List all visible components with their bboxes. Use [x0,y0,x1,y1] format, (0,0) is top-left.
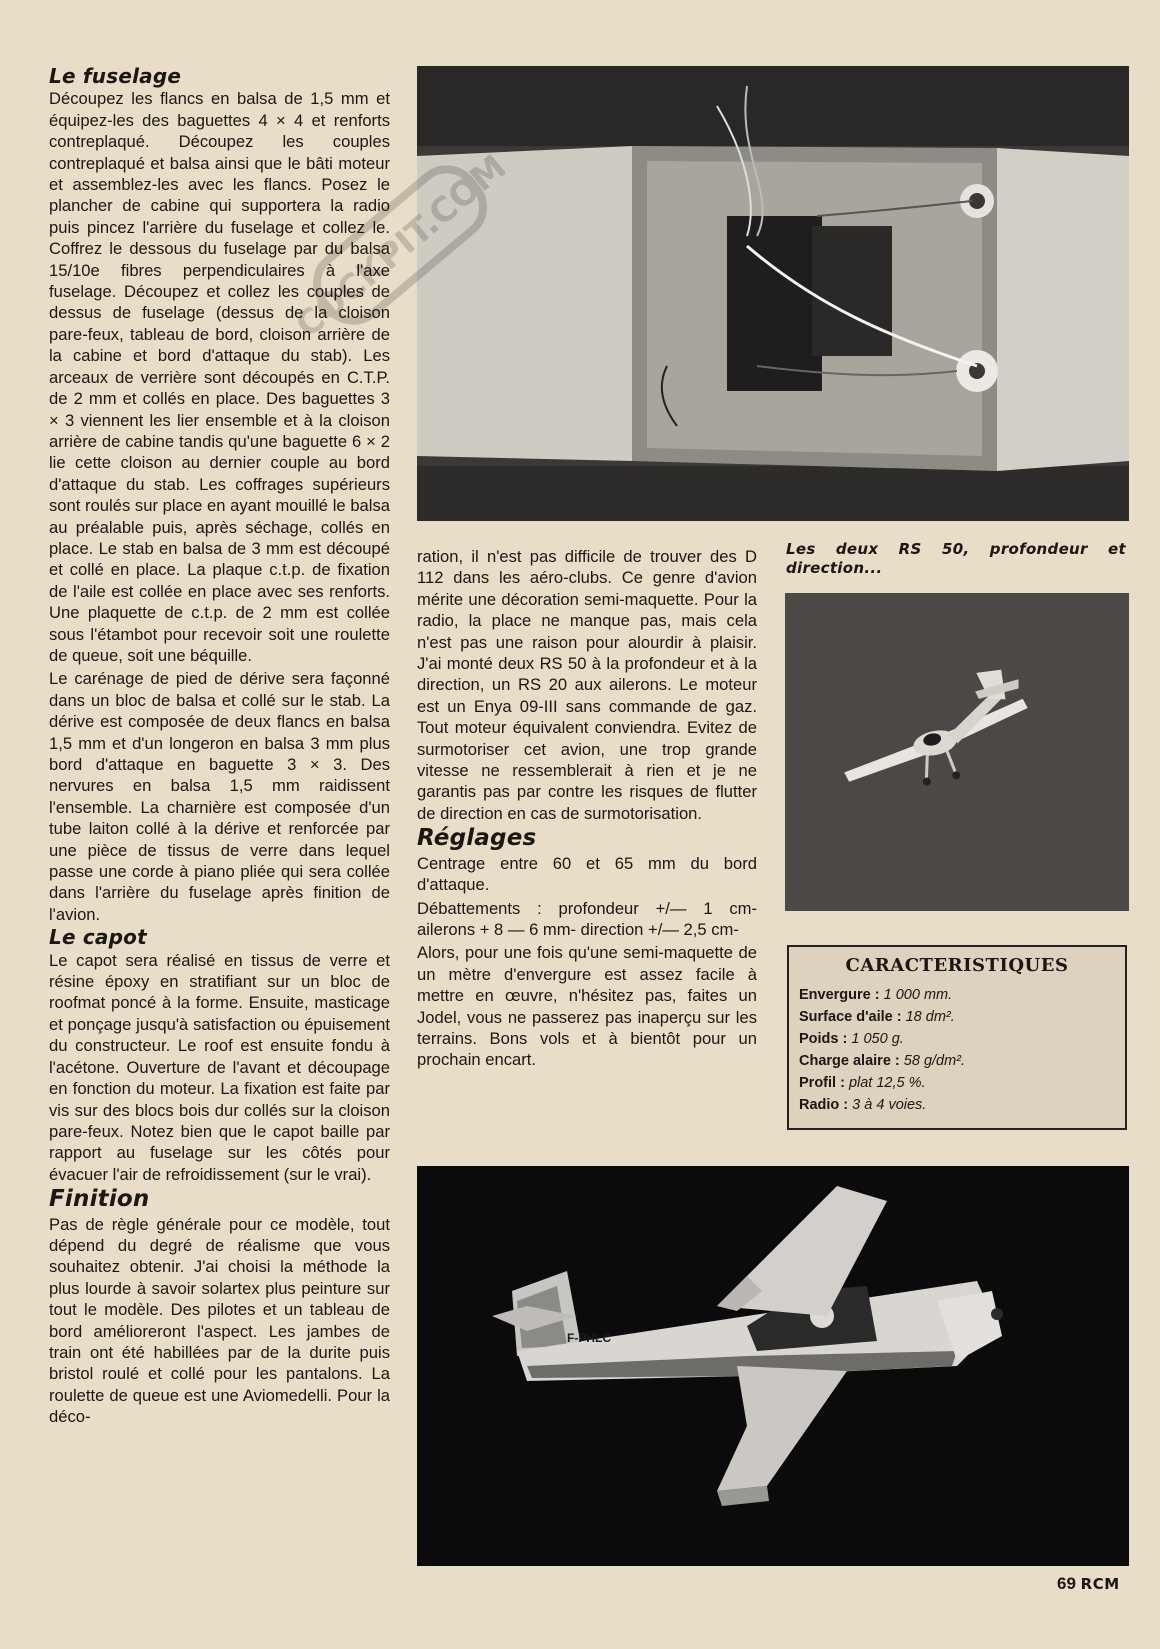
middle-column [417,546,757,1073]
fuselage-paragraph: Découpez les flancs en balsa de 1,5 mm et équipez-les des baguettes 4 × 4 et renforts contreplaqué. Découpez les couples contreplaqué et balsa ainsi que le bâti moteur et assemblez-les avec les flancs. Posez le plancher de cabine qui supportera la radio puis pincez l'arrière du fuselage et collez le. Coffrez le dessous du fuselage par du balsa 15/10e fibres perpendiculaires à l'axe fuselage. Découpez et collez les couples de dessus de fuselage (dessus de la cloison pare-feux, tableau de bord, cloison arrière de la cabine et bord d'attaque du stab). Les arceaux de verrière sont découpés en C.T.P. de 2 mm et collés en place. Des baguettes 3 × 3 viennent les lier ensemble et à la cloison arrière de cabine tandis qu'une baguette 6 × 2 lie cette cloison au dernier couple au bord d'attaque du stab. Les coffrages supérieurs sont roulés sur place en ayant mouillé le balsa au préalable puis, après séchage, collés en place. Le stab en balsa de 3 mm est découpé et collé en place. La plaque c.t.p. de fixation de l'aile est collée en place avec ses renforts. Une plaquette de c.t.p. de 2 mm est collée sous l'étambot pour recevoir soit une roulette de queue, soit une béquille. [49,89,390,665]
derive-paragraph: Le carénage de pied de dérive sera façonné dans un bloc de balsa et collé sur le stab. La dérive est composée de deux flancs en balsa 1,5 mm et d'un longeron en balsa 3 mm plus bord d'attaque en baguette 3 × 3. Des nervures en balsa 1,5 mm raidissent l'ensemble. La charnière est composée d'un tube laiton collé à la dérive et renforcée par une pièce de tissus de verre dans lequel passe une corde à piano pliée qui sera collée dans l'arrière du fuselage après finition de l'avion. [49,669,390,924]
finished-model-photo [417,1166,1129,1566]
capot-heading: Le capot [49,925,147,950]
spec-value: 58 g/dm². [903,1053,966,1069]
spec-value: 18 dm². [905,1009,955,1025]
registration-text: F-PHLC [567,1331,611,1345]
spec-label: Profil : [799,1075,845,1091]
spec-label: Surface d'aile : [799,1009,902,1025]
spec-label: Envergure : [799,987,880,1003]
specifications-title: CARACTERISTIQUES [845,955,1069,976]
spec-value: 1 050 g. [851,1031,904,1047]
spec-label: Radio : [799,1097,849,1113]
spec-row [799,984,1115,1006]
spec-value: 1 000 mm. [883,987,953,1003]
specifications-box [787,945,1127,1130]
spec-value: 3 à 4 voies. [852,1097,927,1113]
finition-paragraph: Pas de règle générale pour ce modèle, tout dépend du degré de réalisme que vous souhaitez obtenir. J'ai choisi la méthode la plus lourde à savoir solartex plus peinture sur tout le modèle. Des pilotes et un tableau de bord amélioreront l'aspect. Les jambes de train ont été habillées par de la durite puis bristol roulé et collé pour les pantalons. La roulette de queue est une Aviomedelli. Pour la déco- [49,1214,390,1427]
spec-label: Poids : [799,1031,848,1047]
spec-row [799,1050,1115,1072]
spec-row [799,1006,1115,1028]
decoration-paragraph: ration, il n'est pas difficile de trouver des D 112 dans les aéro-clubs. Ce genre d'avion mérite une décoration semi-maquette. Pour la radio, la place ne manque pas, mais cela n'est pas une raison pour alourdir à plaisir. J'ai monté deux RS 50 à la profondeur et à la direction, un RS 20 aux ailerons. Le moteur est un Enya 09-III sans commande de gaz. Tout moteur équivalent conviendra. Evitez de surmotoriser cet avion, une trop grande vitesse ne ressemblerait à rien et je ne garantis pas par contre les risques de flutter de direction en cas de surmotorisation. [417,547,757,823]
spec-label: Charge alaire : [799,1053,900,1069]
watermark-text: COCKPIT.COM [295,147,505,346]
reglages-heading: Réglages [417,825,537,852]
plane-in-flight-photo [785,593,1129,911]
closing-paragraph: Alors, pour une fois qu'une semi-maquette de un mètre d'envergure est assez facile à mettre en œuvre, n'hésitez pas, faites un Jodel, vous ne passerez pas inaperçu sur les terrains. Bons vols et à bientôt pour un prochain encart. [417,943,757,1070]
page-footer [1057,1574,1120,1594]
debattements-paragraph: Débattements : profondeur +/— 1 cm- ailerons + 8 — 6 mm- direction +/— 2,5 cm- [417,898,757,939]
fuselage-radio-photo [417,66,1129,521]
left-column [49,64,390,1430]
spec-row [799,1072,1115,1094]
photo-caption: Les deux RS 50, profondeur et direction... [786,540,1126,577]
centrage-paragraph: Centrage entre 60 et 65 mm du bord d'attaque. [417,853,757,895]
magazine-name: RCM [1080,1575,1120,1593]
spec-value: plat 12,5 %. [848,1075,926,1091]
fuselage-heading: Le fuselage [49,64,182,88]
spec-row [799,1028,1115,1050]
spec-row [799,1094,1115,1116]
finition-heading: Finition [49,1186,150,1213]
capot-paragraph: Le capot sera réalisé en tissus de verre et résine époxy en stratifiant sur un bloc de roofmat poncé à la forme. Ensuite, masticage et ponçage jusqu'à satisfaction ou épuisement du constructeur. Le roof est ensuite fondu à l'acétone. Ouverture de l'avant et découpage en fonction du moteur. La fixation est faite par vis sur des blocs bois dur collés sur la cloison pare-feux. Notez bien que le capot baille par rapport au fuselage sur les côtés pour évacuer l'air de refroidissement (sur le vrai). [49,950,390,1184]
page-number: 69 [1057,1574,1076,1593]
